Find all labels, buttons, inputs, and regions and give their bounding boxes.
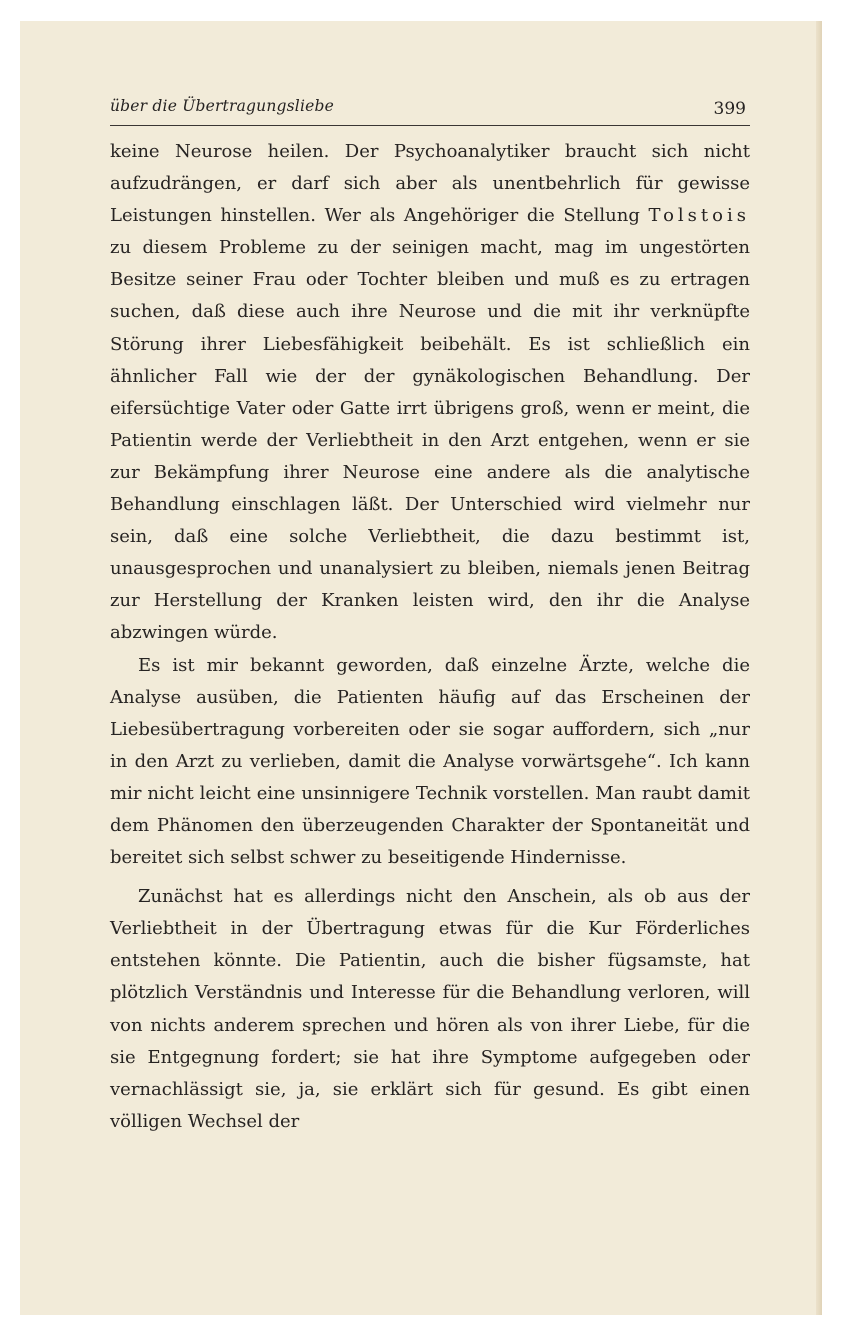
page-number: 399 bbox=[713, 99, 746, 119]
scanned-page bbox=[20, 21, 822, 1315]
paragraph-1-text-b: zu diesem Probleme zu der seinigen macht, mag im ungestörten Besitze seiner Frau oder Tochter bleiben und muß es zu ertragen suchen, daß diese auch ihre Neurose und die mit ihr verknüpfte Störung ihrer Liebesfähigkeit beibehält. Es ist schließlich ein ähnlicher Fall wie der der gynäkologischen Behandlung. Der eifersüchtige Vater oder Gatte irrt übrigens groß, wenn er meint, die Patientin werde der Verliebtheit in den Arzt entgehen, wenn er sie zur Bekämpfung ihrer Neurose eine andere als die analytische Behandlung einschlagen läßt. Der Unterschied wird vielmehr nur sein, daß eine solche Verliebtheit, die dazu bestimmt ist, unausgesprochen und unanalysiert zu bleiben, niemals jenen Beitrag zur Herstellung der Kranken leisten wird, den ihr die Analyse abzwingen würde. bbox=[110, 237, 750, 644]
paragraph-1 bbox=[110, 136, 750, 650]
paragraph-1-text-a: keine Neurose heilen. Der Psychoanalytiker braucht sich nicht aufzudrängen, er darf sich aber als unentbehrlich für gewisse Leistungen hinstellen. Wer als Angehöriger die Stellung bbox=[110, 141, 750, 227]
body-text bbox=[110, 136, 750, 1138]
running-header bbox=[110, 97, 750, 126]
page-edge-shadow bbox=[816, 21, 822, 1315]
author-name-tolstoi: Tolstois bbox=[648, 205, 750, 227]
paragraph-2: Es ist mir bekannt geworden, daß einzelne Ärzte, welche die Analyse ausüben, die Patienten häufig auf das Erscheinen der Liebesübertragung vorbereiten oder sie sogar auffordern, sich „nur in den Arzt zu verlieben, damit die Analyse vorwärtsgehe“. Ich kann mir nicht leicht eine unsinnigere Technik vorstellen. Man raubt damit dem Phänomen den überzeugenden Charakter der Spontaneität und bereitet sich selbst schwer zu beseitigende Hindernisse. bbox=[110, 654, 750, 869]
running-title: über die Übertragungsliebe bbox=[110, 97, 334, 115]
paragraph-3: Zunächst hat es allerdings nicht den Anschein, als ob aus der Verliebtheit in der Übertragung etwas für die Kur Förderliches entstehen könnte. Die Patientin, auch die bisher fügsamste, hat plötzlich Verständnis und Interesse für die Behandlung verloren, will von nichts anderem sprechen und hören als von ihrer Liebe, für die sie Entgegnung fordert; sie hat ihre Symptome aufgegeben oder vernachlässigt sie, ja, sie erklärt sich für gesund. Es gibt einen völligen Wechsel der bbox=[110, 886, 750, 1132]
page-content bbox=[110, 97, 750, 1138]
